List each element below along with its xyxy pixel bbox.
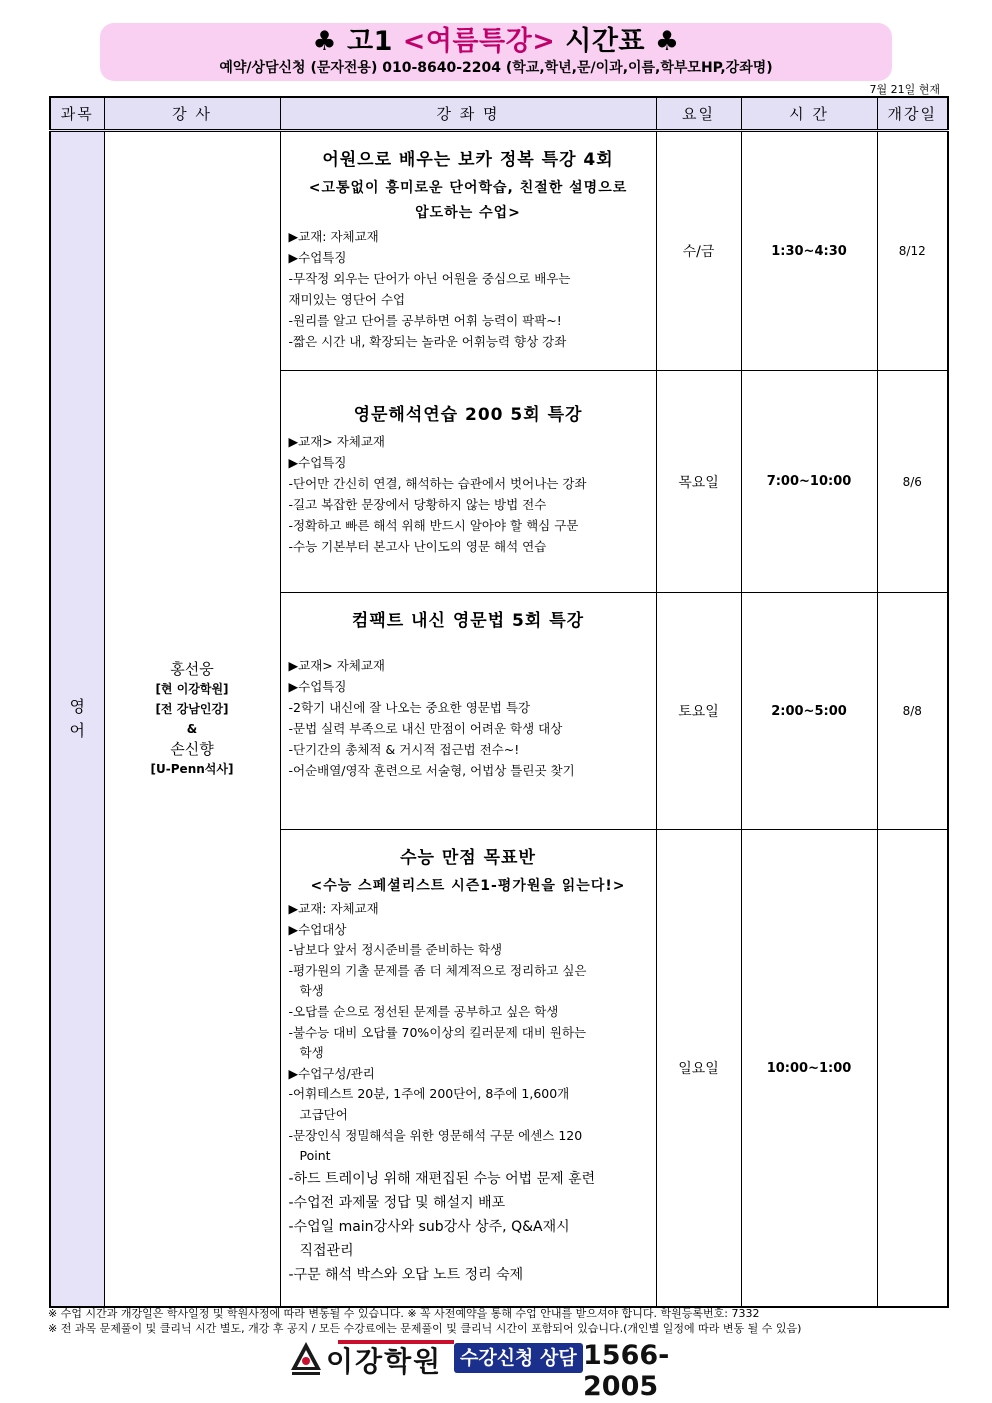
teacher-name: 홍선웅 [170, 660, 214, 678]
course-detail: ▶교재> 자체교재 [288, 658, 386, 673]
course-detail: -2학기 내신에 잘 나오는 중요한 영문법 특강 [288, 700, 531, 715]
course-detail: ▶수업대상 [288, 921, 347, 937]
course-detail: -구문 해석 박스와 오답 노트 정리 숙제 [288, 1266, 524, 1283]
course-time: 2:00~5:00 [741, 593, 877, 830]
course-detail: -정확하고 빠른 해석 위해 반드시 알아야 할 핵심 구문 [288, 518, 579, 533]
teacher-name: 손신향 [170, 740, 214, 758]
course-title: 컴팩트 내신 영문법 5회 특강 [351, 611, 585, 631]
course-detail: -단기간의 총체적 & 거시적 접근법 전수~! [288, 742, 520, 757]
footer-note: ※ 수업 시간과 개강일은 학사일정 및 학원사정에 따라 변동될 수 있습니다. ※ 꼭 사전예약을 통해 수업 안내를 받으셔야 합니다. 학원등록번호: 7332 [48, 1307, 760, 1320]
course-detail: -어휘테스트 20분, 1주에 200단어, 8주에 1,600개 [288, 1086, 570, 1102]
col-header-course: 강 좌 명 [280, 97, 656, 131]
subject-char: 어 [69, 721, 85, 740]
course-detail: ▶수업특징 [288, 455, 347, 470]
table-header-row [50, 97, 948, 131]
teacher-credential: [U-Penn석사] [150, 762, 234, 776]
academy-logo [288, 1340, 708, 1402]
footer-note: ※ 전 과목 문제풀이 및 클리닉 시간 별도, 개강 후 공지 / 모든 수강료에는 문제풀이 및 클리닉 시간이 포함되어 있습니다.(개인별 일정에 따라 변동 될 수 있음) [48, 1322, 802, 1335]
course-detail: 직접관리 [299, 1242, 354, 1259]
course-detail: 재미있는 영단어 수업 [288, 292, 406, 307]
subject-char: 영 [69, 697, 85, 716]
course-cell [280, 371, 656, 593]
teacher-credential: [현 이강학원] [155, 682, 229, 696]
title-banner [100, 23, 892, 81]
course-time: 1:30~4:30 [741, 131, 877, 371]
title-timetable: 시간표 [565, 26, 645, 57]
course-detail: -어순배열/영작 훈련으로 서술형, 어법상 틀린곳 찾기 [288, 763, 575, 778]
col-header-time: 시 간 [741, 97, 877, 131]
academy-name: 이강학원 [326, 1345, 443, 1378]
course-detail: ▶수업특징 [288, 679, 347, 694]
course-detail: ▶수업특징 [288, 250, 347, 265]
enroll-consult-button[interactable]: 수강신청 상담 [454, 1343, 583, 1373]
as-of-date: 7월 21일 현재 [869, 83, 940, 96]
academy-mark-icon [288, 1340, 324, 1378]
course-day: 일요일 [656, 830, 741, 1308]
course-cell [280, 131, 656, 371]
course-detail: -하드 트레이닝 위해 재편집된 수능 어법 문제 훈련 [288, 1170, 596, 1187]
course-detail: -평가원의 기출 문제를 좀 더 체계적으로 정리하고 싶은 [288, 962, 587, 978]
title-accent: <여름특강> [402, 26, 556, 57]
course-detail: -오답를 순으로 정선된 문제를 공부하고 싶은 학생 [288, 1003, 559, 1019]
course-detail: 학생 [299, 983, 324, 999]
schedule-table [49, 96, 949, 1308]
course-detail: ▶교재> 자체교재 [288, 434, 386, 449]
course-time: 10:00~1:00 [741, 830, 877, 1308]
course-detail: -무작정 외우는 단어가 아닌 어원을 중심으로 배우는 [288, 271, 571, 286]
course-detail: -짧은 시간 내, 확장되는 놀라운 어휘능력 향상 강좌 [288, 334, 567, 349]
course-detail: -문법 실력 부족으로 내신 만점이 어려운 학생 대상 [288, 721, 563, 736]
course-open-date: 8/8 [877, 593, 948, 830]
club-icon-left: ♣ [312, 26, 338, 57]
course-title: 영문해석연습 200 5회 특강 [353, 405, 583, 425]
course-day: 토요일 [656, 593, 741, 830]
col-header-subject: 과목 [50, 97, 104, 131]
course-detail: -남보다 앞서 정시준비를 준비하는 학생 [288, 942, 503, 958]
page-title [100, 26, 892, 58]
course-cell [280, 830, 656, 1308]
course-detail: -수능 기본부터 본고사 난이도의 영문 해석 연습 [288, 539, 547, 554]
teacher-credential: [전 강남인강] [155, 702, 229, 716]
ampersand: & [186, 722, 198, 736]
course-detail: ▶교재: 자체교재 [288, 229, 379, 244]
course-open-date: 8/6 [877, 371, 948, 593]
course-subtitle: 압도하는 수업> [415, 205, 521, 221]
course-cell [280, 593, 656, 830]
course-detail: -원리를 알고 단어를 공부하면 어휘 능력이 팍팍~! [288, 313, 562, 328]
course-detail: ▶교재: 자체교재 [288, 901, 379, 916]
reservation-info: 예약/상담신청 (문자전용) 010-8640-2204 (학교,학년,문/이과,이름,학부모HP,강좌명) [219, 60, 773, 76]
academy-phone: 1566-2005 [583, 1340, 670, 1402]
course-detail: -문장인식 정밀해석을 위한 영문해석 구문 에센스 120 [288, 1127, 583, 1143]
course-day: 목요일 [656, 371, 741, 593]
course-title: 어원으로 배우는 보카 정복 특강 4회 [322, 150, 614, 170]
course-detail: 고급단어 [299, 1106, 348, 1122]
course-day: 수/금 [656, 131, 741, 371]
course-detail: -단어만 간신히 연결, 해석하는 습관에서 벗어나는 강좌 [288, 476, 587, 491]
course-time: 7:00~10:00 [741, 371, 877, 593]
course-detail: Point [299, 1148, 331, 1164]
course-open-date: 8/12 [877, 131, 948, 371]
course-detail: ▶수업구성/관리 [288, 1065, 375, 1081]
course-detail: 학생 [299, 1045, 324, 1061]
col-header-teacher: 강 사 [104, 97, 280, 131]
teacher-cell [104, 131, 280, 1308]
course-subtitle: <고통없이 흥미로운 단어학습, 친절한 설명으로 [308, 180, 628, 196]
title-grade: 고1 [346, 26, 393, 57]
course-open-date [877, 830, 948, 1308]
course-subtitle: <수능 스페셜리스트 시즌1-평가원을 읽는다!> [310, 878, 626, 894]
subject-cell [50, 131, 104, 1308]
club-icon-right: ♣ [654, 26, 680, 57]
col-header-day: 요일 [656, 97, 741, 131]
course-detail: -수업일 main강사와 sub강사 상주, Q&A재시 [288, 1218, 570, 1235]
course-detail: -수업전 과제물 정답 및 해설지 배포 [288, 1194, 506, 1211]
course-detail: -불수능 대비 오답률 70%이상의 킬러문제 대비 원하는 [288, 1024, 587, 1040]
course-title: 수능 만점 목표반 [400, 848, 536, 868]
col-header-open-date: 개강일 [877, 97, 948, 131]
table-row [50, 131, 948, 371]
course-detail: -길고 복잡한 문장에서 당황하지 않는 방법 전수 [288, 497, 547, 512]
